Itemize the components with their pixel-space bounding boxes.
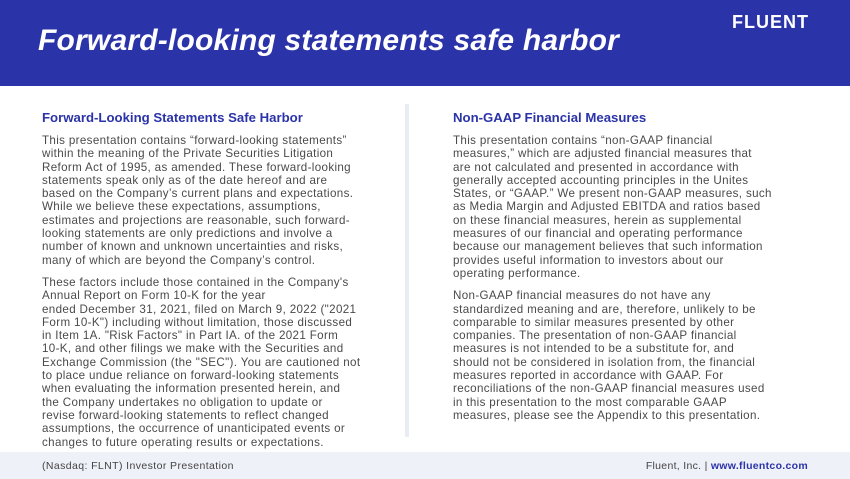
column-divider xyxy=(405,104,409,437)
non-gaap-paragraph-1: This presentation contains “non-GAAP financial measures,” which are adjusted financial measures that are not calculated and presented in accordance with generally accepted accounting principles in the Unites States, or “GAAP.” We present non-GAAP measures, such as Media Margin and Adjusted EBITDA and ratios based on these financial measures, herein as supplemental measures of our financial and operating performance because our management believes that such information provides useful information to investors about our operating performance. xyxy=(453,134,772,280)
safe-harbor-heading: Forward-Looking Statements Safe Harbor xyxy=(42,110,303,125)
right-column xyxy=(453,110,793,431)
non-gaap-heading: Non-GAAP Financial Measures xyxy=(453,110,647,125)
safe-harbor-paragraph-2: These factors include those contained in the Company's Annual Report on Form 10-K for the year ended December 31, 2021, filed on March 9, 2022 ("2021 Form 10-K") including without limitation, those discussed in Item 1A. "Risk Factors" in Part IA. of the 2021 Form 10-K, and other filings we make with the Securities and Exchange Commission (the "SEC"). You are cautioned not to place undue reliance on forward-looking statements when evaluating the information presented herein, and the Company undertakes no obligation to update or revise forward-looking statements to reflect changed assumptions, the occurrence of unanticipated events or changes to future operating results or expectations. xyxy=(42,275,361,449)
footer-presentation-label: (Nasdaq: FLNT) Investor Presentation xyxy=(42,460,234,472)
fluent-logo: FLUENT xyxy=(732,12,809,32)
footer-company-name: Fluent, Inc. | xyxy=(645,460,708,472)
header-banner xyxy=(0,0,850,86)
non-gaap-paragraph-2: Non-GAAP financial measures do not have any standardized meaning and are, therefore, unlikely to be comparable to similar measures presented by other companies. The presentation of non-GAAP financial measures is not intended to be a substitute for, and should not be considered in isolation from, the financial measures reported in accordance with GAAP. For reconciliations of the non-GAAP financial measures used in this presentation to the most comparable GAAP measures, please see the Appendix to this presentation. xyxy=(453,289,765,422)
footer-bar xyxy=(0,452,850,479)
left-column xyxy=(42,110,378,458)
footer-website-link[interactable]: www.fluentco.com xyxy=(710,460,808,472)
page-title: Forward-looking statements safe harbor xyxy=(38,24,620,57)
safe-harbor-paragraph-1: This presentation contains “forward-looking statements” within the meaning of the Private Securities Litigation Reform Act of 1995, as amended. These forward-looking statements speak only as of the date hereof and are based on the Company’s current plans and expectations. While we believe these expectations, assumptions, estimates and projections are reasonable, such forward- looking statements are only predictions and involve a number of known and unknown uncertainties and risks, many of which are beyond the Company’s control. xyxy=(42,134,354,267)
footer-company-info xyxy=(646,460,808,472)
